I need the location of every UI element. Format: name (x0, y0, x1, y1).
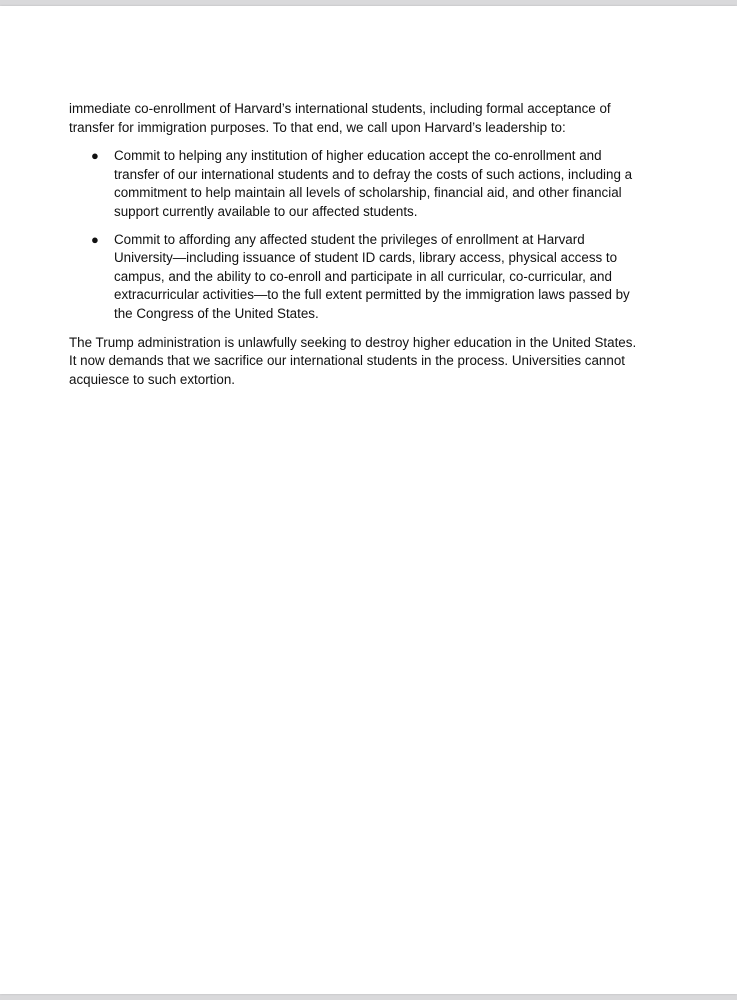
document-page (0, 6, 737, 994)
list-item (69, 231, 669, 324)
bullet-icon: ● (91, 231, 99, 247)
bullet-icon: ● (91, 148, 99, 164)
demands-list (69, 147, 669, 323)
closing-paragraph: The Trump administration is unlawfully seeking to destroy higher education in the United States. It now demands that we sacrifice our international students in the process. Universities cannot acquiesce to such extortion. (69, 334, 637, 387)
document-body (69, 100, 669, 389)
intro-paragraph: immediate co-enrollment of Harvard’s international students, including formal acceptance of transfer for immigration purposes. To that end, we call upon Harvard’s leadership to: (69, 101, 611, 135)
list-item (69, 147, 669, 221)
list-item-text: Commit to affording any affected student the privileges of enrollment at Harvard University—including issuance of student ID cards, library access, physical access to campus, and the ability to co-enroll and participate in all curricular, co-curricular, and extracurricular activities—to the full extent permitted by the immigration laws passed by the Congress of the United States. (114, 231, 630, 321)
list-item-text: Commit to helping any institution of higher education accept the co-enrollment and transfer of our international students and to defray the costs of such actions, including a commitment to help maintain all levels of scholarship, financial aid, and other financial support currently available to our affected students. (114, 148, 633, 219)
